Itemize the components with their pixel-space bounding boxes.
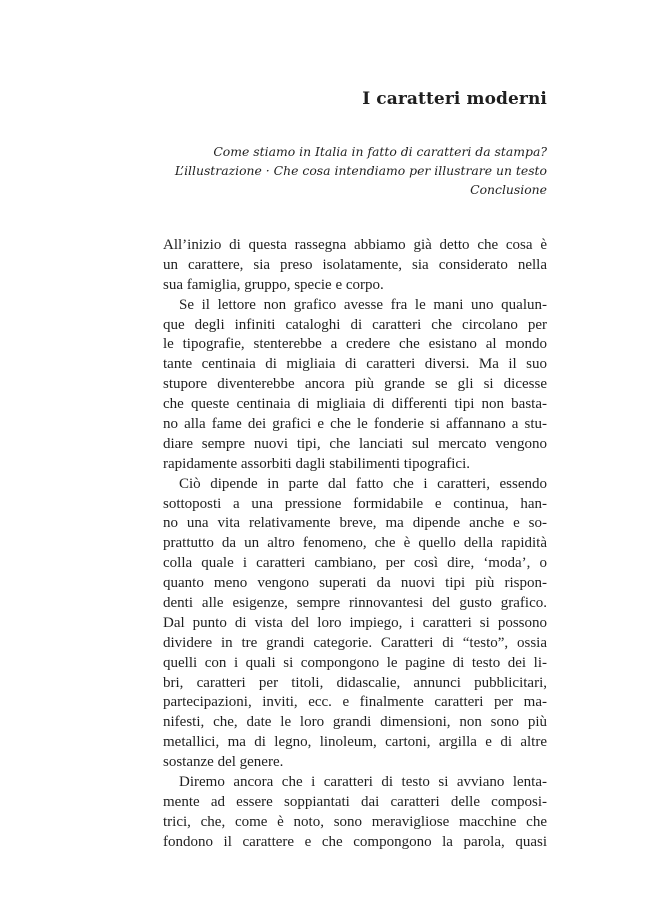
text-line: que degli infiniti cataloghi di caratteri che circolano per	[163, 316, 547, 333]
text-line: nifesti, che, date le loro grandi dimensioni, non sono più	[163, 714, 547, 731]
text-line: sostanze del genere.	[163, 754, 284, 771]
text-line: Diremo ancora che i caratteri di testo si avviano lenta-	[179, 774, 547, 791]
text-line: All’inizio di questa rassegna abbiamo già detto che cosa è	[163, 237, 547, 253]
text-line: dividere in tre grandi categorie. Caratteri di “testo”, ossia	[163, 634, 547, 651]
text-line: trici, che, come è noto, sono meravigliose macchine che	[163, 813, 547, 830]
text-line: stupore diventerebbe ancora più grande se gli si dicesse	[163, 376, 547, 393]
text-line: un carattere, sia preso isolatamente, sia considerato nella	[163, 256, 547, 273]
text-line: mente ad essere soppiantati dai caratteri delle composi-	[163, 793, 547, 810]
text-line: che queste centinaia di migliaia di differenti tipi non basta-	[163, 396, 547, 413]
text-line: metallici, ma di legno, linoleum, cartoni, argilla e di altre	[163, 734, 547, 751]
text-line: Se il lettore non grafico avesse fra le mani uno qualun-	[179, 296, 547, 313]
body-text	[163, 236, 547, 853]
text-line: sottoposti a una pressione formidabile e continua, han-	[163, 495, 547, 512]
text-line: Ciò dipende in parte dal fatto che i caratteri, essendo	[179, 475, 547, 492]
text-line: Dal punto di vista del loro impiego, i caratteri si possono	[163, 614, 547, 631]
text-line: le tipografie, stenterebbe a credere che esistano al mondo	[163, 336, 547, 353]
text-line: fondono il carattere e che compongono la parola, quasi	[163, 833, 547, 850]
chapter-title: I caratteri moderni	[362, 89, 547, 109]
text-line: rapidamente assorbiti dagli stabilimenti tipografici.	[163, 455, 471, 472]
summary-line: L’illustrazione · Che cosa intendiamo per illustrare un testo	[174, 163, 547, 178]
text-line: colla quale i caratteri cambiano, per così dire, ‘moda’, o	[163, 555, 547, 572]
summary-line: Conclusione	[470, 182, 547, 197]
text-line: sua famiglia, gruppo, specie e corpo.	[163, 276, 384, 293]
chapter-summary	[127, 142, 547, 199]
text-line: partecipazioni, inviti, ecc. e finalmente caratteri per ma-	[163, 694, 547, 711]
text-line: quanto meno vengono superati da nuovi tipi più rispon-	[163, 575, 547, 592]
text-line: denti alle esigenze, sempre rinnovantesi del gusto grafico.	[163, 595, 547, 612]
text-line: no alla fame dei grafici e che le fonderie si affannano a stu-	[163, 416, 547, 433]
text-line: tante centinaia di migliaia di caratteri diversi. Ma il suo	[163, 356, 547, 373]
text-line: quelli con i quali si compongono le pagine di testo dei li-	[163, 654, 547, 671]
text-line: no una vita relativamente breve, ma dipende anche e so-	[163, 515, 547, 532]
text-line: bri, caratteri per titoli, didascalie, annunci pubblicitari,	[163, 674, 547, 691]
summary-line: Come stiamo in Italia in fatto di caratteri da stampa?	[213, 144, 547, 159]
text-line: prattutto da un altro fenomeno, che è quello della rapidità	[163, 535, 547, 552]
text-line: diare sempre nuovi tipi, che lanciati sul mercato vengono	[163, 435, 547, 452]
